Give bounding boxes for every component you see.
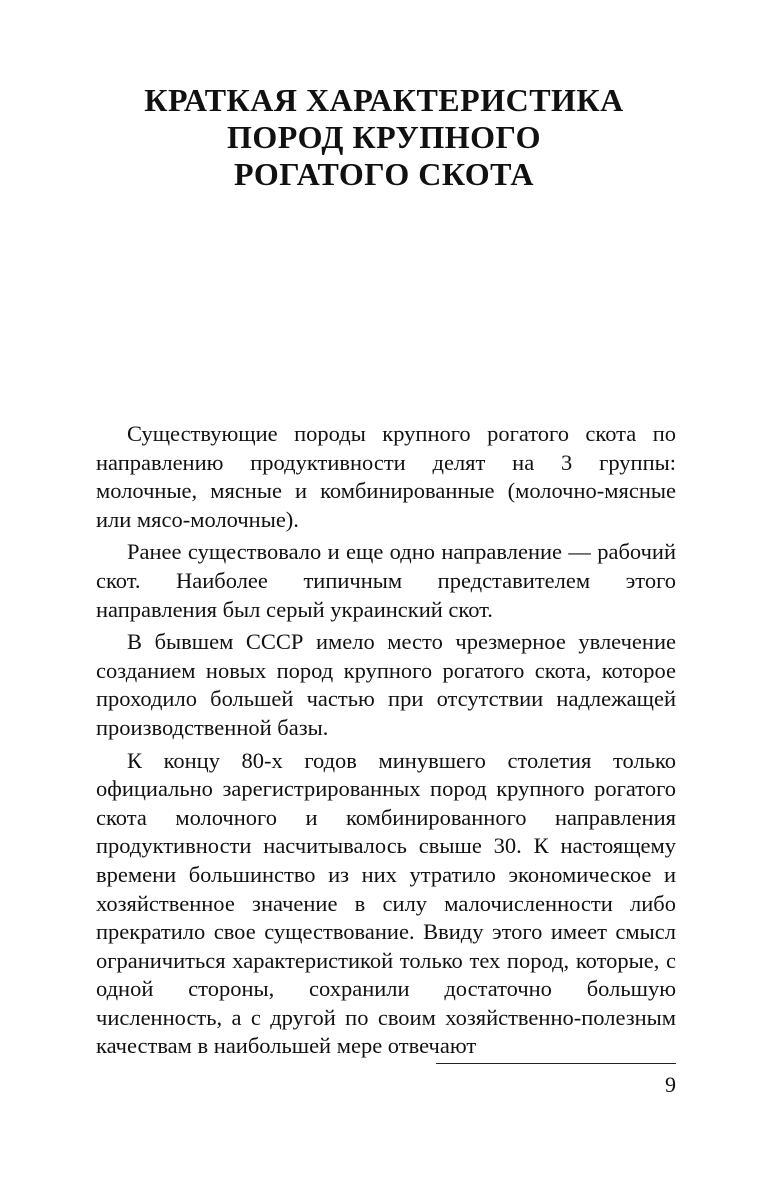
chapter-title-line-2: ПОРОД КРУПНОГО [226,119,541,155]
chapter-title [0,82,768,193]
paragraph-3: В бывшем СССР имело место чрезмерное увлечение созданием новых пород крупного рогатого скота, которое проходило большей частью при отсутствии надлежащей производственной базы. [96,629,676,740]
paragraph-1: Существующие породы крупного рогатого скота по направлению продуктивности делят на 3 группы: молочные, мясные и комбинированные (молочно-мясные или мясо-молочные). [96,421,676,532]
body-text [96,420,676,1065]
chapter-title-line-3: РОГАТОГО СКОТА [234,156,534,192]
footer-rule [436,1063,676,1064]
page-number: 9 [665,1072,676,1097]
paragraph-4: К концу 80-х годов минувшего столетия только официально зарегистрированных пород крупного рогатого скота молочного и комбинированного направления продуктивности насчитывалось свыше 30. К настоящему времени большинство из них утратило экономическое и хозяйственное значение в силу малочисленности либо прекратило свое существование. Ввиду этого имеет смысл ограничиться характеристикой только тех пород, которые, с одной стороны, сохранили достаточно большую численность, а с другой по своим хозяйственно-полезным качествам в наибольшей мере отвечают [96,747,676,1059]
chapter-title-line-1: КРАТКАЯ ХАРАКТЕРИСТИКА [144,82,624,118]
paragraph-2: Ранее существовало и еще одно направление — рабочий скот. Наиболее типичным представителем этого направления был серый украинский скот. [96,539,676,622]
